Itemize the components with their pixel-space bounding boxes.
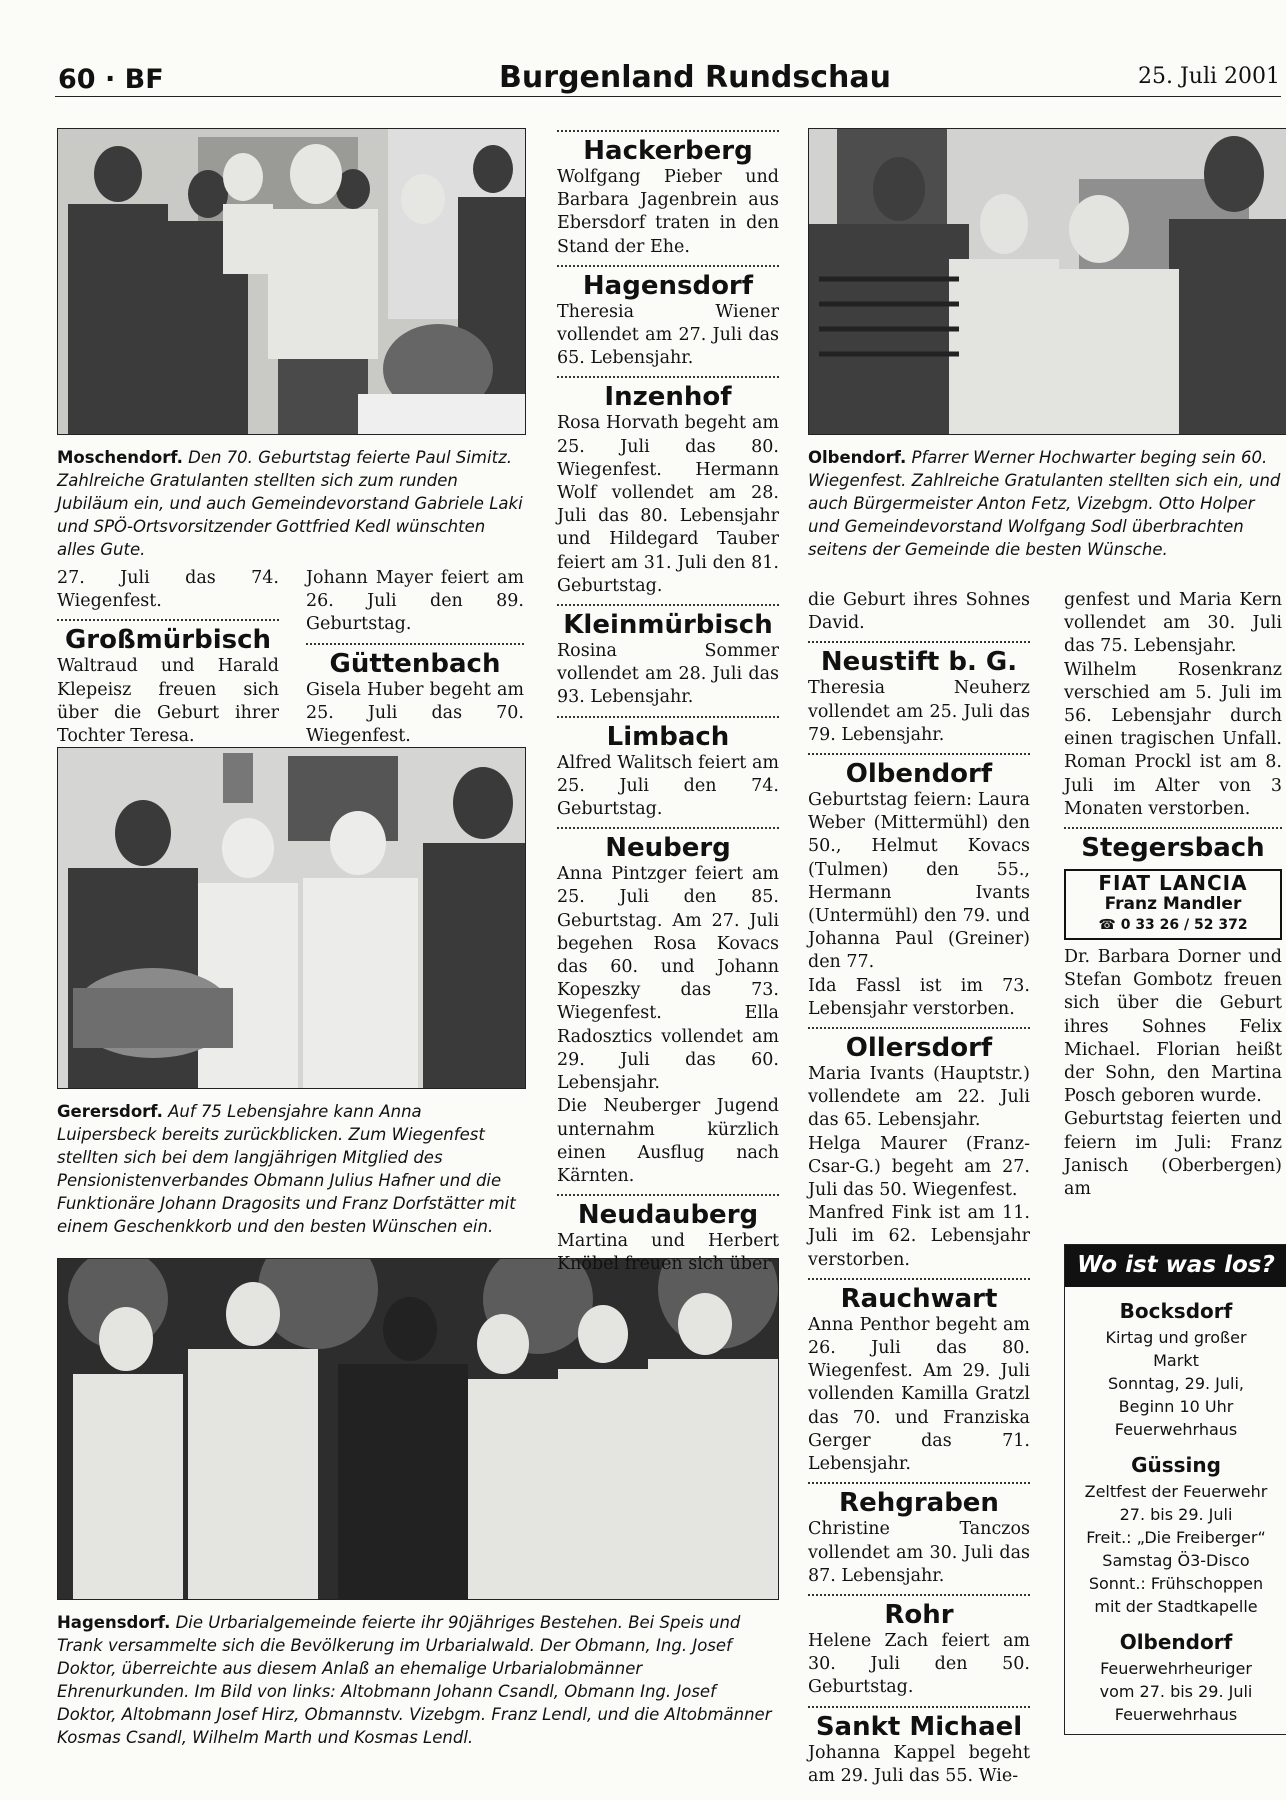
heading-neuberg: Neuberg: [605, 833, 731, 864]
heading-olbendorf: Olbendorf: [845, 759, 993, 790]
heading-inzenhof: Inzenhof: [604, 382, 732, 413]
heading-neudauberg: Neudauberg: [577, 1200, 759, 1231]
photo-hagensdorf: [57, 1258, 779, 1600]
divider: [808, 641, 1030, 643]
event-line: Samstag Ö3-Disco: [1102, 1551, 1250, 1570]
event-place-olbendorf: Olbendorf: [1119, 1630, 1233, 1654]
caption-gerersdorf: Gerersdorf. Auf 75 Lebensjahre kann Anna Luipersbeck bereits zurückblicken. Zum Wiegenfest stellten sich bei dem langjährigen Mitglied des Pensionistenverbandes Obmann Julius Hafner und die Funktionäre Johann Dragosits und Franz Dorfstätter mit einem Geschenkkorb und den besten Wünschen ein.: [57, 1102, 516, 1236]
event-place-guessing: Güssing: [1131, 1453, 1221, 1477]
event-line: Beginn 10 Uhr: [1118, 1397, 1234, 1416]
text-rohr: Helene Zach feiert am 30. Juli den 50. Geburtstag.: [808, 1630, 1030, 1698]
page-number: 60 · BF: [58, 64, 164, 95]
divider: [557, 1194, 779, 1196]
text-rehgraben: Christine Tanczos vollendet am 30. Juli das 87. Lebensjahr.: [808, 1519, 1030, 1586]
text-hackerberg: Wolfgang Pieber und Barbara Jagenbrein aus Ebersdorf traten in den Stand der Ehe.: [557, 167, 779, 257]
text-neustift: Theresia Neuherz vollendet am 25. Juli das 79. Lebensjahr.: [808, 678, 1030, 745]
event-line: vom 27. bis 29. Juli: [1099, 1682, 1253, 1701]
heading-sankt-michael: Sankt Michael: [815, 1711, 1023, 1742]
text-continued: die Geburt ihres Sohnes David.: [808, 590, 1030, 634]
text-grossmuerbisch: Waltraud und Harald Klepeisz freuen sich über die Geburt ihrer Tochter Teresa.: [57, 656, 279, 747]
event-line: Sonntag, 29. Juli,: [1108, 1374, 1244, 1393]
column-a-right: [306, 567, 524, 748]
text-stegersbach: Dr. Barbara Dorner und Stefan Gombotz freuen sich über die Geburt ihres Sohnes Felix Michael. Florian heißt der Sohn, den Martina Posch geboren wurde.: [1064, 947, 1282, 1107]
divider: [306, 643, 524, 645]
text-neuberg: Anna Pintzger feiert am 25. Juli den 85. Geburtstag. Am 27. Juli begehen Rosa Kovacs das 60. und Johann Kopeszky das 73. Wiegenfest. Ella Radosztics vollendet am 29. Juli das 60. Lebensjahr.: [557, 864, 779, 1094]
heading-stegersbach: Stegersbach: [1081, 833, 1265, 864]
divider: [1064, 827, 1282, 829]
text-continued-2: Wilhelm Rosenkranz verschied am 5. Juli im 56. Lebensjahr durch einen tragischen Unfall. Roman Prockl ist am 8. Juli im Alter von 3 Monaten verstorben.: [1064, 659, 1282, 819]
text-neuberg-2: Die Neuberger Jugend unternahm kürzlich einen Ausflug nach Kärnten.: [557, 1096, 779, 1186]
text-ollersdorf-3: Manfred Fink ist am 11. Juli im 62. Lebensjahr verstorben.: [808, 1203, 1030, 1270]
text-continued: 27. Juli das 74. Wiegenfest.: [57, 568, 279, 612]
advertisement-fiat-lancia: [1064, 869, 1282, 940]
text-rauchwart: Anna Penthor begeht am 26. Juli das 80. Wiegenfest. Am 29. Juli vollenden Kamilla Gratzl das 70. und Franziska Gerger das 71. Lebensjahr.: [808, 1314, 1030, 1475]
text-stegersbach-2: Geburtstag feierten und feiern im Juli: Franz Janisch (Oberbergen) am: [1064, 1109, 1282, 1200]
masthead-rule: [55, 96, 1281, 97]
event-line: Feuerwehrhaus: [1114, 1420, 1238, 1439]
column-c: [808, 589, 1030, 1788]
event-line: mit der Stadtkapelle: [1094, 1597, 1258, 1616]
event-line: Kirtag und großer: [1105, 1328, 1247, 1347]
divider: [57, 619, 279, 621]
photo-gerersdorf: [57, 747, 526, 1089]
heading-grossmuerbisch: Großmürbisch: [64, 625, 272, 656]
caption-hagensdorf: Hagensdorf. Die Urbarialgemeinde feierte ihr 90jähriges Bestehen. Bei Speis und Trank versammelte sich die Bevölkerung im Urbarialwald. Der Obmann, Ing. Josef Doktor, überreichte aus diesem Anlaß an ehemalige Urbarialobmänner Ehrenurkunden. Im Bild von links: Altobmann Johann Csandl, Obmann Ing. Josef Doktor, Altobmann Josef Hirz, Obmannstv. Vizebgm. Franz Lendl, und die Altobmänner Kosmas Csandl, Wilhelm Marth und Kosmas Lendl.: [57, 1613, 772, 1747]
ad-dealer: Franz Mandler: [1104, 894, 1242, 915]
caption-olbendorf: Olbendorf. Pfarrer Werner Hochwarter beging sein 60. Wiegenfest. Zahlreiche Gratulanten stellten sich ein, und auch Bürgermeister Anton Fetz, Vizebgm. Otto Holper und Gemeindevorstand Wolfgang Sodl überbrachten seitens der Gemeinde die besten Wünsche.: [808, 448, 1281, 559]
text-ollersdorf: Maria Ivants (Hauptstr.) vollendete am 22. Juli das 65. Lebensjahr.: [808, 1064, 1030, 1131]
text-inzenhof: Rosa Horvath begeht am 25. Juli das 80. Wiegenfest. Hermann Wolf vollendet am 28. Juli das 80. Lebensjahr und Hildegard Tauber feiert am 31. Juli den 81. Geburtstag.: [557, 413, 779, 596]
heading-neustift: Neustift b. G.: [820, 647, 1018, 678]
heading-ollersdorf: Ollersdorf: [845, 1033, 993, 1064]
heading-hagensdorf: Hagensdorf: [582, 270, 754, 301]
text-limbach: Alfred Walitsch feiert am 25. Juli den 74. Geburtstag.: [557, 752, 779, 820]
text-continued: genfest und Maria Kern vollendet am 30. Juli das 75. Lebensjahr.: [1064, 590, 1282, 657]
divider: [808, 753, 1030, 755]
text-continued: Johann Mayer feiert am 26. Juli den 89. Geburtstag.: [306, 568, 524, 635]
divider: [808, 1278, 1030, 1280]
text-hagensdorf: Theresia Wiener vollendet am 27. Juli das 65. Lebensjahr.: [557, 301, 779, 369]
issue-date: 25. Juli 2001: [1137, 64, 1280, 89]
event-line: Freit.: „Die Freiberger“: [1086, 1528, 1266, 1547]
divider: [557, 716, 779, 718]
text-sankt-michael: Johanna Kappel begeht am 29. Juli das 55. Wie-: [808, 1742, 1030, 1786]
divider: [808, 1482, 1030, 1484]
photo-olbendorf: [808, 128, 1286, 435]
event-line: Markt: [1153, 1351, 1199, 1370]
text-ollersdorf-2: Helga Maurer (Franz-Csar-G.) begeht am 27. Juli das 50. Wiegenfest.: [808, 1133, 1030, 1201]
caption-moschendorf: Moschendorf. Den 70. Geburtstag feierte Paul Simitz. Zahlreiche Gratulanten stellten sich zum runden Jubiläum ein, und auch Gemeindevorstand Gabriele Laki und SPÖ-Ortsvorsitzender Gottfried Kedl wünschten alles Gute.: [57, 448, 523, 559]
divider: [557, 265, 779, 267]
heading-guettenbach: Güttenbach: [329, 648, 501, 679]
divider: [808, 1594, 1030, 1596]
newspaper-title: Burgenland Rundschau: [499, 60, 891, 95]
text-olbendorf-2: Ida Fassl ist im 73. Lebensjahr verstorben.: [808, 975, 1030, 1019]
divider: [808, 1706, 1030, 1708]
event-line: Feuerwehrhaus: [1114, 1705, 1238, 1724]
divider: [557, 130, 779, 132]
heading-hackerberg: Hackerberg: [583, 136, 753, 166]
heading-rauchwart: Rauchwart: [840, 1283, 998, 1314]
event-line: 27. bis 29. Juli: [1119, 1505, 1233, 1524]
divider: [557, 827, 779, 829]
heading-limbach: Limbach: [606, 721, 730, 752]
text-kleinmuerbisch: Rosina Sommer vollendet am 28. Juli das 93. Lebensjahr.: [557, 641, 779, 708]
photo-moschendorf: [57, 128, 526, 435]
column-a-left: [57, 567, 279, 748]
column-d: [1064, 589, 1282, 1201]
ad-brand: FIAT LANCIA: [1098, 871, 1248, 896]
heading-rehgraben: Rehgraben: [839, 1488, 999, 1519]
event-line: Zeltfest der Feuerwehr: [1084, 1482, 1268, 1501]
event-line: Sonnt.: Frühschoppen: [1088, 1574, 1264, 1593]
divider: [557, 376, 779, 378]
column-b: [557, 130, 779, 1277]
event-line: Feuerwehrheuriger: [1100, 1659, 1252, 1678]
divider: [808, 1027, 1030, 1029]
events-box: [1064, 1244, 1286, 1735]
text-olbendorf: Geburtstag feiern: Laura Weber (Mittermühl) den 50., Helmut Kovacs (Tulmen) den 55., Hermann Ivants (Untermühl) den 79. und Johanna Paul (Greiner) den 77.: [808, 790, 1030, 973]
divider: [557, 604, 779, 606]
events-title: Wo ist was los?: [1065, 1245, 1286, 1287]
ad-phone: ☎ 0 33 26 / 52 372: [1098, 917, 1248, 934]
event-place-bocksdorf: Bocksdorf: [1119, 1299, 1233, 1323]
text-guettenbach: Gisela Huber begeht am 25. Juli das 70. Wiegenfest.: [306, 679, 524, 747]
heading-kleinmuerbisch: Kleinmürbisch: [563, 610, 773, 641]
text-neudauberg: Martina und Herbert Knöbel freuen sich über: [557, 1231, 779, 1275]
heading-rohr: Rohr: [884, 1599, 954, 1630]
